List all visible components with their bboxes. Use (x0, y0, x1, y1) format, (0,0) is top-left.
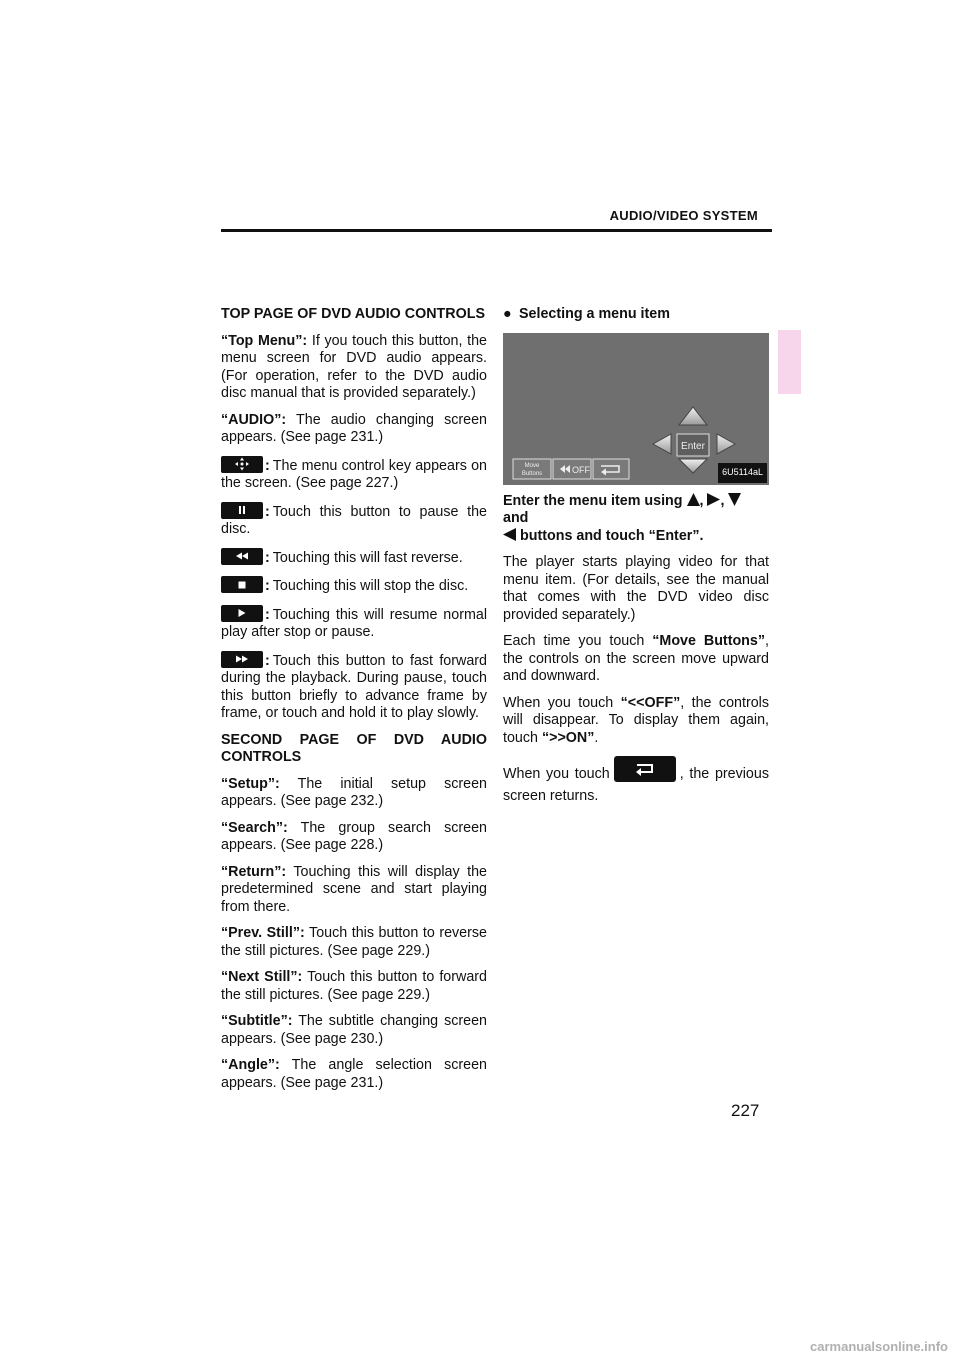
item-fast-forward (221, 651, 487, 723)
term-return: “Return”: (221, 863, 287, 880)
move-label-2: Buttons (521, 470, 543, 477)
move-buttons-button[interactable] (513, 459, 551, 479)
off-button[interactable] (553, 459, 591, 479)
colon: : (265, 578, 270, 594)
item-audio (221, 412, 487, 447)
desc-angle: The angle selection screen appears. (See page 231.) (221, 1057, 487, 1091)
term-prev-still: “Prev. Still”: (221, 925, 305, 941)
desc-pause: Touch this button to pause the disc. (221, 503, 487, 537)
up-arrow-icon[interactable] (679, 407, 707, 425)
para4-b: , the previous screen returns. (503, 766, 769, 804)
instruction-and: and (503, 510, 529, 526)
header-title: AUDIO/VIDEO SYSTEM (609, 208, 758, 223)
para3-b: , the controls will disappear. To display them again, touch (503, 694, 769, 746)
colon: : (265, 549, 270, 566)
item-prev-still (221, 925, 487, 960)
colon: : (265, 652, 270, 669)
para-playback: The player starts playing video for that menu item. (For details, see the manual that comes with the DVD video disc provided separately.) (503, 554, 769, 623)
term-move-buttons: “Move Buttons” (652, 633, 766, 649)
term-on: “>>ON” (541, 729, 595, 746)
section-tab (778, 330, 801, 394)
bullet-heading-text: Selecting a menu item (519, 306, 670, 322)
desc-return: Touching this will display the predetermined scene and start playing from there. (221, 863, 487, 915)
desc-fast-forward: Touch this button to fast forward during the playback. During pause, touch this button briefly to advance frame by frame, or touch and hold it to play slowly. (221, 652, 487, 721)
desc-next-still: Touch this button to forward the still pictures. (See page 229.) (221, 969, 487, 1003)
down-arrow-icon[interactable] (679, 459, 707, 473)
para-return (503, 756, 769, 807)
desc-stop: Touching this will stop the disc. (272, 578, 469, 594)
right-column (503, 306, 769, 816)
desc-audio: The audio changing screen appears. (See page 231.) (221, 411, 487, 445)
pause-icon (221, 502, 263, 519)
left-arrow-icon (503, 528, 516, 541)
colon: : (265, 606, 270, 623)
header-rule (221, 229, 772, 232)
item-fast-reverse (221, 548, 487, 568)
left-column (221, 306, 487, 1101)
desc-search: The group search screen appears. (See page 228.) (221, 819, 487, 853)
page-number: 227 (731, 1101, 760, 1120)
term-search: “Search”: (221, 819, 288, 836)
term-angle: “Angle”: (221, 1057, 280, 1073)
section-title-top-page: TOP PAGE OF DVD AUDIO CONTROLS (221, 306, 485, 322)
term-top-menu: “Top Menu”: (221, 332, 308, 349)
colon: : (265, 503, 270, 520)
item-stop (221, 576, 487, 596)
desc-play: Touching this will resume normal play after stop or pause. (221, 606, 487, 640)
para2-a: Each time you touch (503, 633, 653, 649)
fast-reverse-icon (221, 548, 263, 565)
item-play (221, 605, 487, 642)
desc-menu-key: The menu control key appears on the screen. (See page 227.) (221, 457, 487, 491)
desc-top-menu: If you touch this button, the menu screen for DVD audio appears. (For operation, refer to the DVD audio disc manual that is provided separately.) (221, 332, 487, 401)
para4-a: When you touch (503, 766, 610, 782)
fast-forward-icon (221, 651, 263, 668)
enter-button[interactable] (677, 434, 709, 456)
section-title-second-page: SECOND PAGE OF DVD AUDIO CONTROLS (221, 731, 487, 765)
instruction-sep1: , (699, 492, 704, 509)
desc-fast-reverse: Touching this will fast reverse. (272, 549, 463, 566)
term-subtitle: “Subtitle”: (221, 1013, 293, 1029)
play-icon (221, 605, 263, 622)
term-next-still: “Next Still”: (221, 969, 303, 985)
move-label-1: Move (524, 462, 540, 469)
instruction-sep2: , (720, 492, 725, 509)
item-setup (221, 776, 487, 811)
menu-screen-illustration (503, 333, 769, 485)
term-audio: “AUDIO”: (221, 411, 287, 428)
para-move-buttons (503, 633, 769, 686)
desc-setup: The initial setup screen appears. (See page 232.) (221, 775, 487, 809)
para2-b: , the controls on the screen move upward and downward. (503, 633, 769, 684)
item-top-menu (221, 333, 487, 403)
instruction-a: Enter the menu item using (503, 492, 683, 509)
item-return (221, 864, 487, 917)
footer-watermark: carmanualsonline.info (810, 1339, 948, 1354)
para3-a: When you touch (503, 694, 621, 711)
right-arrow-icon (707, 493, 720, 506)
desc-subtitle: The subtitle changing screen appears. (See page 230.) (221, 1013, 487, 1047)
stop-icon (221, 576, 263, 593)
enter-label: Enter (681, 440, 705, 452)
item-next-still (221, 969, 487, 1004)
instruction-b: buttons and touch “Enter”. (519, 527, 704, 544)
instruction (503, 493, 769, 546)
item-subtitle (221, 1013, 487, 1048)
down-arrow-icon (728, 493, 741, 506)
return-button[interactable] (593, 459, 629, 479)
menu-control-key-icon (221, 456, 263, 473)
term-off: “<<OFF” (620, 694, 681, 711)
bullet-dot: ● (503, 306, 512, 322)
item-pause (221, 502, 487, 539)
para3-c: . (594, 729, 599, 746)
off-label: OFF (572, 464, 590, 475)
left-arrow-icon[interactable] (653, 434, 671, 454)
item-angle (221, 1057, 487, 1092)
desc-prev-still: Touch this button to reverse the still pictures. (See page 229.) (221, 925, 487, 959)
item-menu-key (221, 456, 487, 493)
colon: : (265, 457, 270, 474)
figure-code: 6U5114aL (718, 463, 767, 483)
para-off-on (503, 695, 769, 748)
return-icon (614, 756, 676, 782)
up-arrow-icon (687, 493, 700, 506)
term-setup: “Setup”: (221, 775, 280, 792)
item-search (221, 820, 487, 855)
right-arrow-icon[interactable] (717, 434, 735, 454)
bullet-heading (503, 306, 769, 324)
